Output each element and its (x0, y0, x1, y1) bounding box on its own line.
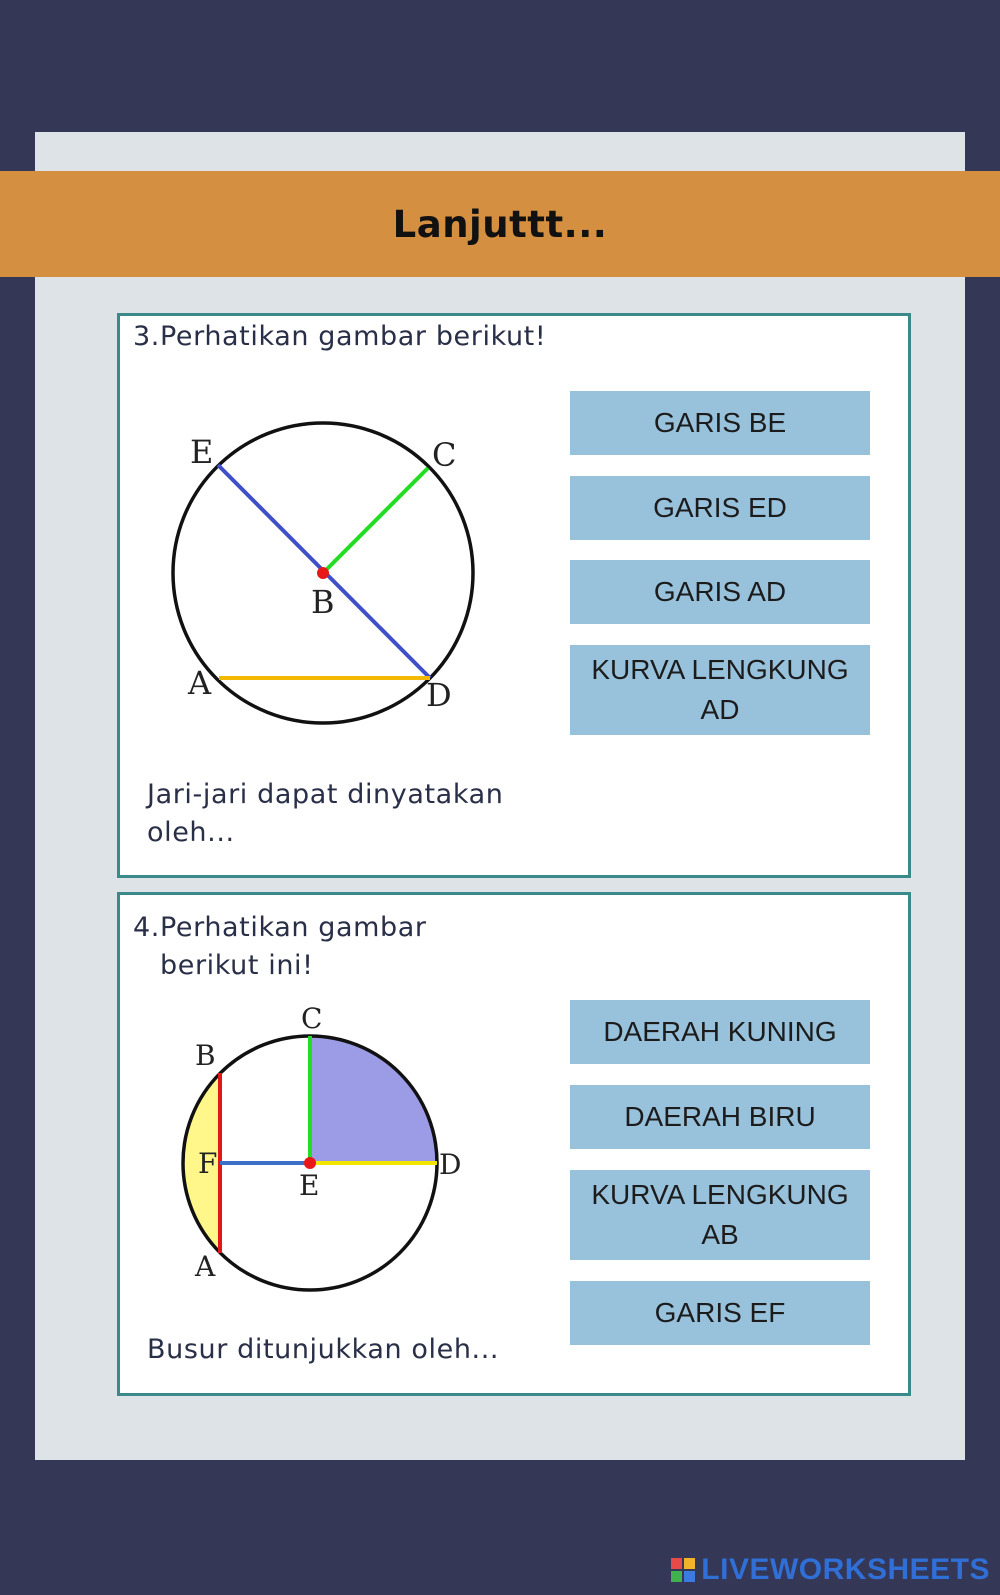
point-label-c: C (301, 1002, 323, 1035)
option-garis-ef[interactable]: GARIS EF (570, 1281, 870, 1345)
liveworksheets-logo-icon (671, 1558, 695, 1582)
option-garis-ed[interactable]: GARIS ED (570, 476, 870, 540)
point-label-b: B (311, 583, 335, 621)
brand-name: LIVEWORKSHEETS (701, 1553, 990, 1586)
question-4-text: Busur ditunjukkan oleh... (147, 1334, 500, 1365)
point-label-f: F (198, 1147, 218, 1180)
point-label-c: C (432, 436, 457, 474)
liveworksheets-brand[interactable] (671, 1553, 990, 1587)
point-label-d: D (439, 1148, 462, 1181)
circle-diagram-4 (175, 1000, 485, 1300)
question-4-card (117, 892, 911, 1396)
point-label-e: E (299, 1169, 320, 1202)
option-garis-be[interactable]: GARIS BE (570, 391, 870, 455)
question-3-text: Jari-jari dapat dinyatakan oleh... (147, 779, 504, 848)
option-kurva-lengkung-ab[interactable]: KURVA LENGKUNG AB (570, 1170, 870, 1260)
question-4-prompt: 4.Perhatikan gambar berikut ini! (133, 912, 427, 981)
title-banner (0, 171, 1000, 277)
page-title: Lanjuttt... (392, 202, 608, 246)
point-label-a: A (188, 664, 212, 702)
point-label-e: E (190, 433, 214, 471)
point-label-a: A (195, 1250, 216, 1283)
question-3-prompt: 3.Perhatikan gambar berikut! (133, 321, 547, 352)
question-3-card (117, 313, 911, 878)
point-label-b: B (195, 1039, 216, 1072)
circle-diagram-3 (170, 406, 500, 736)
point-label-d: D (426, 676, 452, 714)
option-daerah-kuning[interactable]: DAERAH KUNING (570, 1000, 870, 1064)
option-garis-ad[interactable]: GARIS AD (570, 560, 870, 624)
option-kurva-lengkung-ad[interactable]: KURVA LENGKUNG AD (570, 645, 870, 735)
option-daerah-biru[interactable]: DAERAH BIRU (570, 1085, 870, 1149)
